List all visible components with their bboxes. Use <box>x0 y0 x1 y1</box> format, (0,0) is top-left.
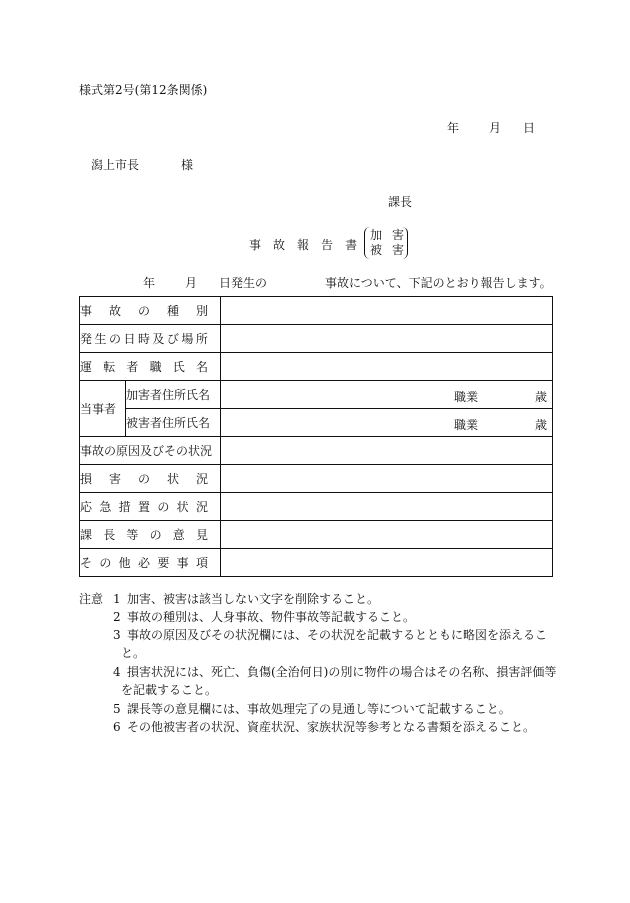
title-bracket <box>364 227 415 259</box>
recipient <box>91 156 193 173</box>
row-label-emergency: 応 急 措 置 の 状 況 <box>80 493 221 521</box>
intro-occurred: 日発生の <box>219 276 268 290</box>
value-damage[interactable] <box>221 465 553 493</box>
note-item: 1 加害、被害は該当しない文字を削除すること。 <box>113 592 380 606</box>
title-option-perpetrator: 加害 <box>370 228 415 242</box>
intro-year: 年 <box>143 276 156 290</box>
table-row <box>80 381 553 409</box>
value-driver[interactable] <box>221 353 553 381</box>
row-label-datetime-place: 発 生 の 日 時 及 び 場 所 <box>80 325 221 353</box>
value-accident-type[interactable] <box>221 297 553 325</box>
date-year-label: 年 <box>447 121 460 135</box>
intro-month: 月 <box>185 276 198 290</box>
form-number: 様式第2号(第12条関係) <box>79 83 208 97</box>
note-item: 4 損害状況には、死亡、負傷(全治何日)の別に物件の場合はその名称、損害評価等 を記載すること。 <box>113 665 557 697</box>
value-perpetrator[interactable] <box>221 381 553 409</box>
value-cause[interactable] <box>221 437 553 465</box>
table-row <box>80 521 553 549</box>
perpetrator-age-label: 歳 <box>534 390 547 404</box>
intro-rest: 事故について、下記のとおり報告します。 <box>325 276 552 290</box>
row-label-damage: 損 害 の 状 況 <box>80 465 221 493</box>
table-row <box>80 437 553 465</box>
date-day-label: 日 <box>523 121 536 135</box>
date-month-label: 月 <box>489 121 502 135</box>
value-other[interactable] <box>221 549 553 577</box>
row-label-opinion: 課 長 等 の 意 見 <box>80 521 221 549</box>
row-label-perpetrator: 加害者住所氏名 <box>126 381 221 409</box>
value-datetime-place[interactable] <box>221 325 553 353</box>
report-table <box>79 296 553 577</box>
row-label-other: そ の 他 必 要 事 項 <box>80 549 221 577</box>
value-emergency[interactable] <box>221 493 553 521</box>
victim-occupation-label: 職業 <box>454 418 479 432</box>
row-label-driver: 運 転 者 職 氏 名 <box>80 353 221 381</box>
table-row <box>80 297 553 325</box>
row-label-parties: 当事者 <box>80 381 126 437</box>
date-line <box>447 119 535 136</box>
table-row <box>80 493 553 521</box>
table-row <box>80 325 553 353</box>
note-item: 5 課長等の意見欄には、事故処理完了の見通し等について記載すること。 <box>113 702 511 716</box>
notes-heading: 注意 <box>79 592 104 606</box>
row-label-accident-type: 事 故 の 種 別 <box>80 297 221 325</box>
note-item: 6 その他被害者の状況、資産状況、家族状況等参考となる書類を添えること。 <box>113 720 536 734</box>
row-label-victim: 被害者住所氏名 <box>126 409 221 437</box>
note-item: 3 事故の原因及びその状況欄には、その状況を記載するとともに略図を添えるこ と。 <box>113 628 548 660</box>
title-main: 事 故 報 告 書 <box>249 238 358 252</box>
recipient-name: 潟上市長 <box>91 158 140 172</box>
table-row <box>80 465 553 493</box>
table-row <box>80 549 553 577</box>
table-row <box>80 409 553 437</box>
perpetrator-occupation-label: 職業 <box>454 390 479 404</box>
value-victim[interactable] <box>221 409 553 437</box>
victim-age-label: 歳 <box>534 418 547 432</box>
recipient-suffix: 様 <box>181 158 194 172</box>
row-label-cause: 事故の原因及びその状況 <box>80 437 221 465</box>
table-row <box>80 353 553 381</box>
value-opinion[interactable] <box>221 521 553 549</box>
section-chief-label: 課長 <box>388 195 413 209</box>
title-option-victim: 被害 <box>370 243 415 257</box>
note-item: 2 事故の種別は、人身事故、物件事故等記載すること。 <box>113 610 416 624</box>
intro-sentence <box>143 274 552 291</box>
